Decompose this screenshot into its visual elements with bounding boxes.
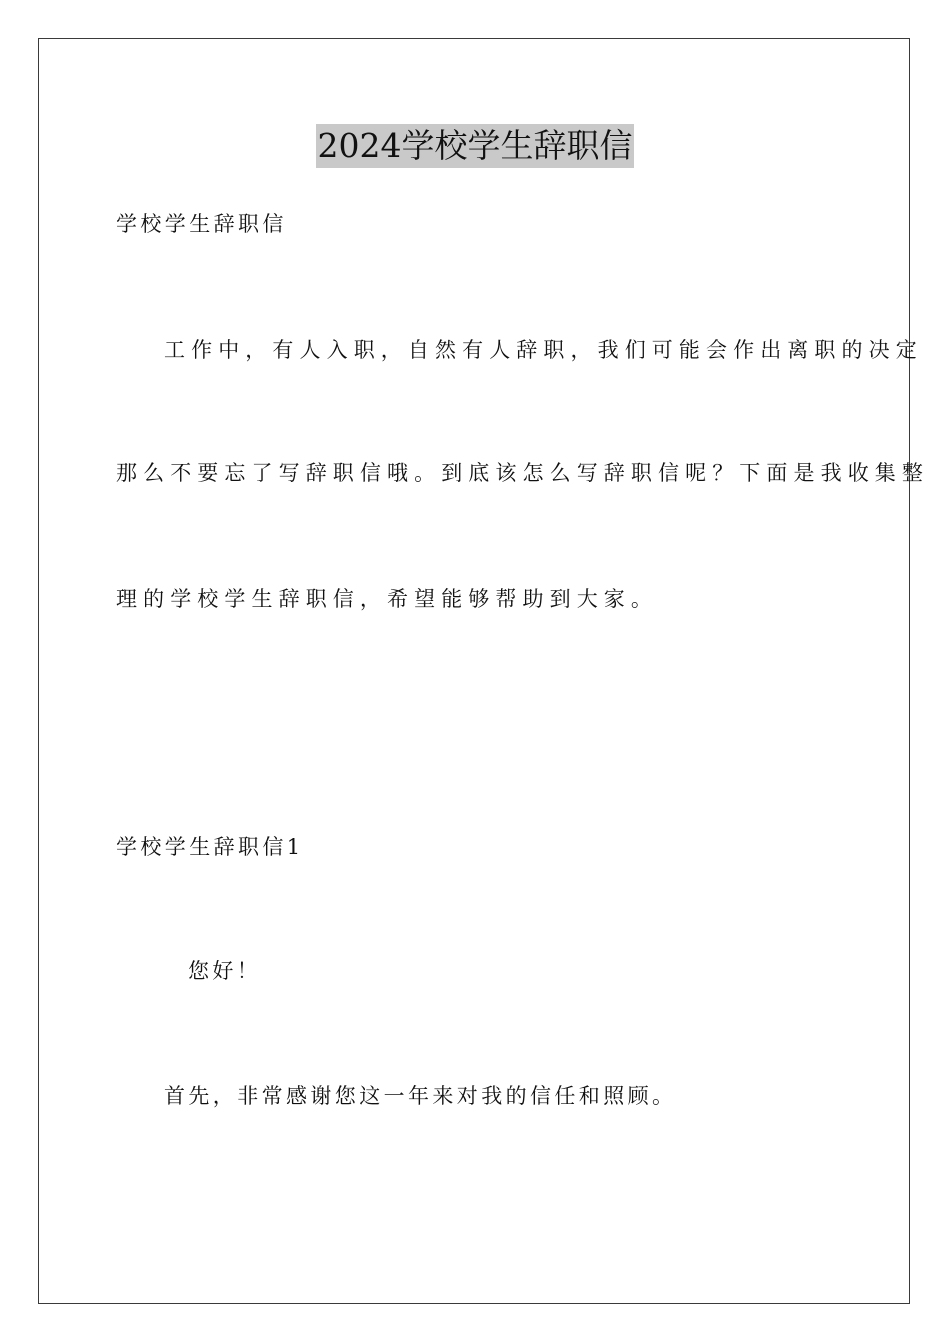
intro-line-3: 理的学校学生辞职信，希望能够帮助到大家。 — [116, 587, 658, 611]
document-subtitle: 学校学生辞职信 — [116, 212, 287, 236]
document-title-wrap — [0, 124, 950, 168]
greeting: 您好！ — [188, 959, 262, 983]
section-heading: 学校学生辞职信1 — [116, 835, 304, 859]
intro-line-2: 那么不要忘了写辞职信哦。到底该怎么写辞职信呢？下面是我收集整 — [116, 461, 929, 485]
document-title: 2024学校学生辞职信 — [316, 124, 635, 168]
body-line: 首先，非常感谢您这一年来对我的信任和照顾。 — [164, 1084, 677, 1108]
intro-line-1: 工作中，有人入职，自然有人辞职，我们可能会作出离职的决定 — [164, 338, 923, 362]
